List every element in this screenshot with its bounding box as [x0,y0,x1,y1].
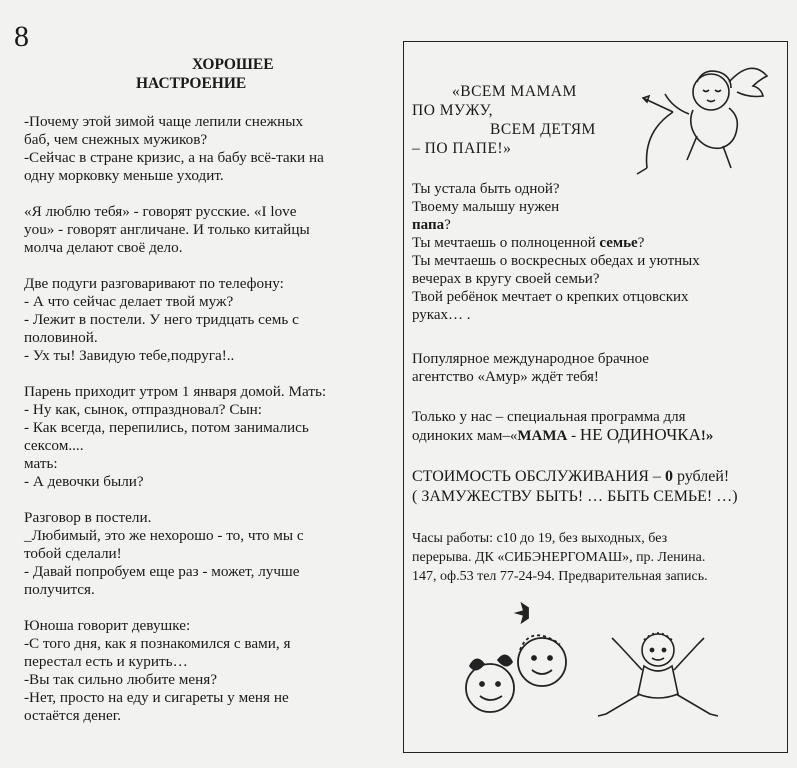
dating-agency-ad [403,41,788,753]
ad-program-dash: - [567,428,580,444]
joke-line: «Я люблю тебя» - говорят русские. «I love [24,203,297,220]
joke-line: - Как всегда, перепились, потом занимались [24,419,309,436]
ad-hours: Часы работы: с10 до 19, без выходных, без [412,531,668,546]
joke-line: - Ух ты! Завидую тебе,подруга!.. [24,347,235,364]
joke-line: Две подуги разговаривают по телефону: [24,275,284,292]
joke [24,275,394,365]
jokes-column [24,55,394,743]
joke-line: -Вы так сильно любите меня? [24,671,217,688]
ad-price: СТОИМОСТЬ ОБСЛУЖИВАНИЯ – [412,468,665,485]
ad-slogan-line: ВСЕМ ДЕТЯМ [490,121,596,138]
joke [24,203,394,257]
joke-line: Парень приходит утром 1 января домой. Мать: [24,383,327,400]
ad-body [412,180,782,604]
ad-question: Ты мечтаешь о воскресных обедах и уютных [412,253,700,269]
joke-line: -Почему этой зимой чаще лепили снежных [24,113,304,130]
joke-line: тобой сделали! [24,545,122,562]
ad-program-name: НЕ ОДИНОЧКА [579,425,701,444]
ad-slogan-line: «ВСЕМ МАМАМ [452,83,577,100]
ad-slogan-bottom: ( ЗАМУЖЕСТВУ БЫТЬ! … БЫТЬ СЕМЬЕ! …) [412,488,738,505]
ad-program: одиноких мам–« [412,428,518,444]
jokes-list [24,113,394,725]
joke-line: перестал есть и курить… [24,653,188,670]
ad-question: Ты устала быть одной? [412,181,560,197]
joke-line: Разговор в постели. [24,509,152,526]
ad-question: вечерах в кругу своей семьи? [412,271,600,287]
ad-slogan-line: – ПО ПАПЕ!» [412,140,512,157]
joke [24,383,394,491]
joke-line: - А девочки были? [24,473,144,490]
ad-program-end: !» [700,428,714,444]
jokes-title-line1: ХОРОШЕЕ [192,56,274,73]
jokes-title-line2: НАСТРОЕНИЕ [136,75,247,92]
ad-contact: 147, оф.53 тел 77-24-94. Предварительная запись. [412,569,708,584]
ad-program-name: МАМА [517,428,568,444]
ad-question: Твоему малышу нужен [412,199,560,215]
joke-line: _Любимый, это же нехорошо - то, что мы с [24,527,304,544]
ad-agency: агентство «Амур» ждёт тебя! [412,369,599,385]
ad-slogan-line: ПО МУЖУ, [412,102,494,119]
jokes-title [24,55,394,93]
joke-line: - А что сейчас делает твой муж? [24,293,234,310]
joke-line: молча делают своё дело. [24,239,183,256]
baby-icon [594,620,724,735]
joke-line: мать: [24,455,58,472]
ad-address: перерыва. ДК «СИБЭНЕРГОМАШ», пр. Ленина. [412,550,706,565]
ad-slogan [412,82,632,158]
kids-faces-icon [444,602,584,722]
joke-line: половиной. [24,329,98,346]
joke-line: Юноша говорит девушке: [24,617,191,634]
ad-word-papa: папа [412,217,445,233]
joke-line: you» - говорят англичане. И только китайцы [24,221,310,238]
page-number: 8 [14,20,29,53]
joke-line: -С того дня, как я познакомился с вами, я [24,635,291,652]
joke [24,509,394,599]
ad-question: Твой ребёнок мечтает о крепких отцовских [412,289,689,305]
cupid-icon [633,52,773,192]
joke-line: -Нет, просто на еду и сигареты у меня не [24,689,289,706]
joke-line: сексом.... [24,437,84,454]
ad-question-mark: ? [444,217,451,233]
joke-line: -Сейчас в стране кризис, а на бабу всё-таки на [24,149,324,166]
joke-line: баб, чем снежных мужиков? [24,131,208,148]
joke-line: - Давай попробуем еще раз - может, лучше [24,563,300,580]
ad-question-mark: ? [637,235,645,251]
ad-price-value: 0 [664,468,673,485]
ad-program: Только у нас – специальная программа для [412,409,686,425]
joke-line: - Лежит в постели. У него тридцать семь с [24,311,299,328]
joke-line: остаётся денег. [24,707,122,724]
joke [24,113,394,185]
joke-line: - Ну как, сынок, отпраздновал? Сын: [24,401,263,418]
ad-word-family: семье [599,235,638,251]
joke-line: одну морковку меньше уходит. [24,167,224,184]
joke [24,617,394,725]
ad-price-unit: рублей! [672,468,730,485]
ad-question: Ты мечтаешь о полноценной [412,235,600,251]
ad-agency: Популярное международное брачное [412,351,649,367]
ad-question: руках… . [412,307,471,323]
joke-line: получится. [24,581,95,598]
